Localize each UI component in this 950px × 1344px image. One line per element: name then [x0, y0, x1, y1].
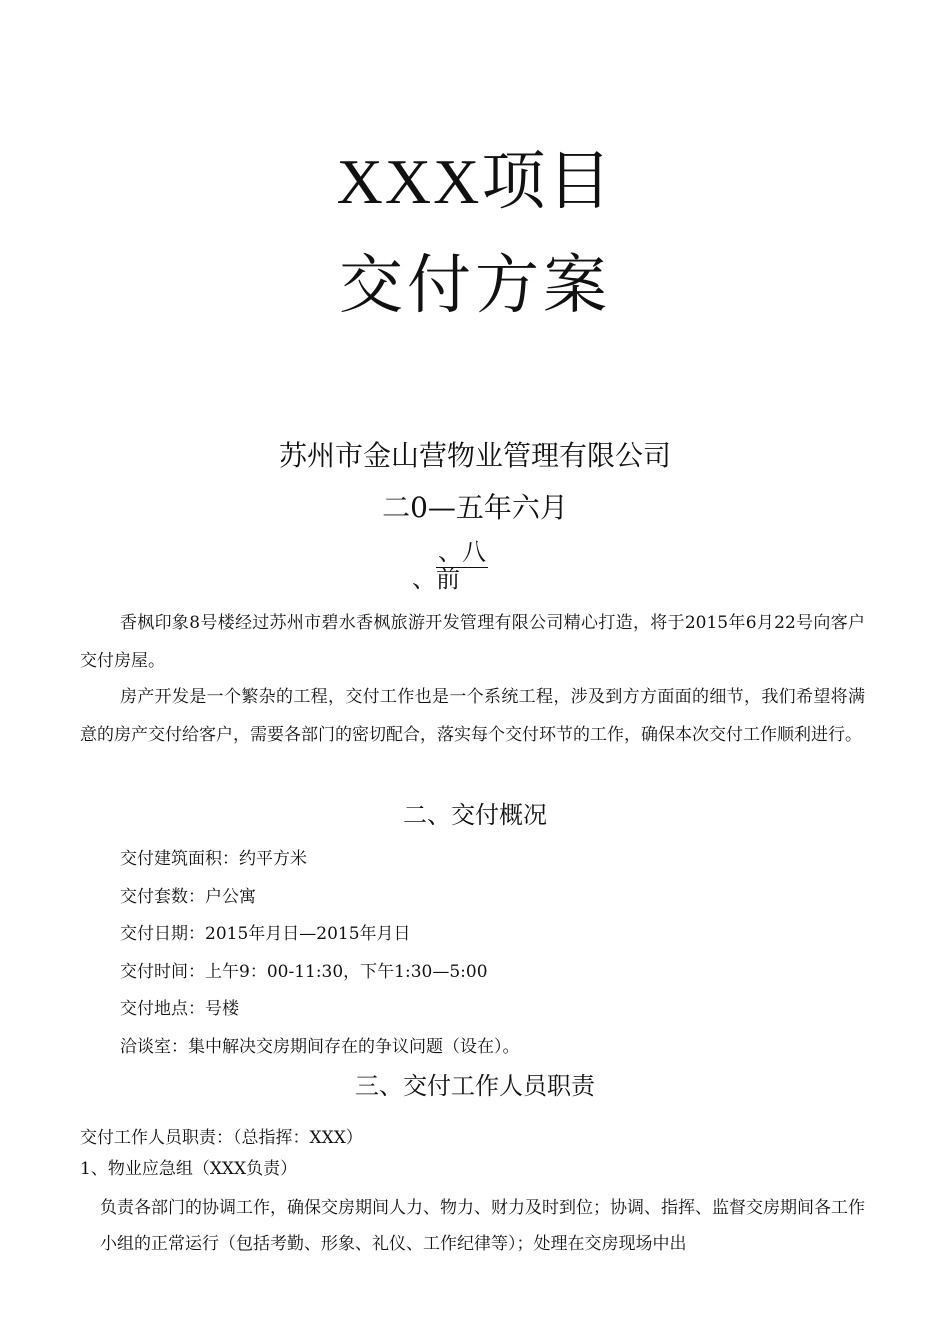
staff-duties-intro: 交付工作人员职责：（总指挥：XXX）	[80, 1128, 363, 1148]
group1-title: 1、物业应急组（XXX负责）	[80, 1159, 298, 1179]
delivery-location: 交付地点：号楼	[120, 999, 239, 1019]
section1-number-mark: 、八	[438, 538, 486, 566]
document-title-line1: XXX项目	[336, 146, 614, 217]
section1-paragraph: 房产开发是一个繁杂的工程，交付工作也是一个系统工程，涉及到方方面面的细节，我们希望将满意的房产交付给客户，需要各部门的密切配合，落实每个交付环节的工作，确保本次交付工作顺利进行。	[80, 687, 865, 745]
company-name: 苏州市金山营物业管理有限公司	[278, 439, 671, 472]
delivery-area: 交付建筑面积：约平方米	[120, 849, 307, 869]
section1-paragraph: 香枫印象8号楼经过苏州市碧水香枫旅游开发管理有限公司精心打造，将于2015年6月22号向客户交付房屋。	[80, 613, 865, 671]
negotiation-room: 洽谈室：集中解决交房期间存在的争议问题（设在）。	[120, 1037, 520, 1057]
section1-heading: 、前	[412, 565, 460, 593]
document-title-line2: 交付方案	[339, 249, 611, 323]
section3-heading: 三、交付工作人员职责	[355, 1072, 595, 1100]
group1-duties: 负责各部门的协调工作，确保交房期间人力、物力、财力及时到位；协调、指挥、监督交房期间各工作小组的正常运行（包括考勤、形象、礼仪、工作纪律等）；处理在交房现场中出	[100, 1198, 865, 1254]
section2-heading: 二、交付概况	[403, 801, 547, 829]
document-date: 二0—五年六月	[382, 491, 568, 524]
delivery-date: 交付日期：2015年月日—2015年月日	[120, 924, 411, 944]
delivery-time: 交付时间：上午9：00-11:30，下午1:30—5:00	[120, 962, 488, 982]
delivery-units: 交付套数：户公寓	[120, 887, 256, 907]
